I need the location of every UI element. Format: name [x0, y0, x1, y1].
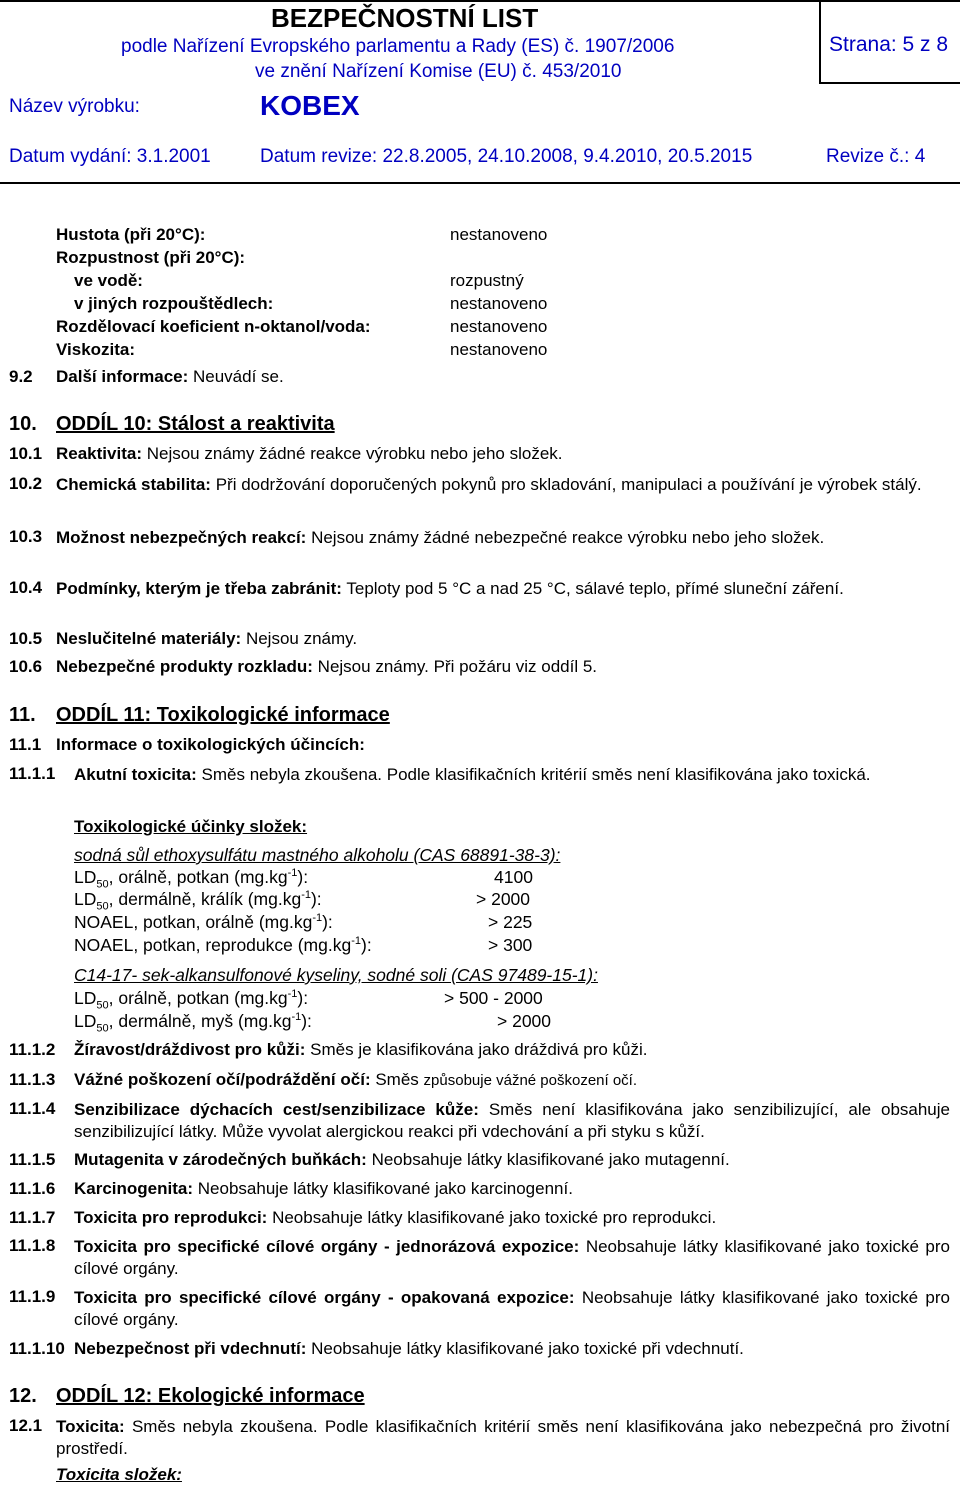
tox-superscript: -1 [351, 935, 361, 948]
tox-value: > 2000 [476, 889, 531, 909]
subsection-text: Směs je klasifikována jako dráždivá pro kůži. [310, 1040, 648, 1059]
tox-value: > 2000 [497, 1011, 552, 1031]
subsection-text: Nejsou známy žádné reakce výrobku nebo jeho složek. [146, 444, 563, 463]
tox-label-text: ): [361, 935, 372, 955]
subsection-11-1-4 [74, 1099, 950, 1143]
property-value: nestanoveno [450, 340, 548, 359]
tox-label-text: , orálně, potkan (mg.kg [108, 988, 288, 1008]
tox-label-text: LD [74, 988, 97, 1008]
tox-label-text: ): [310, 889, 322, 909]
subsection-text: Teploty pod 5 °C a nad 25 °C, sálavé teplo, přímé sluneční záření. [346, 579, 844, 598]
tox-value: > 225 [488, 912, 533, 932]
subsection-label: Možnost nebezpečných reakcí: [56, 528, 307, 547]
subsection-number: 11.1.6 [9, 1179, 56, 1198]
subsection-10-6 [56, 657, 597, 677]
subsection-number: 10.2 [9, 474, 43, 493]
subsection-text: Směs není klasifikována jako senzibilizující, ale obsahuje senzibilizující látky. Může vyvolat alergickou reakci při vdechování a při styku s kůží. [74, 1100, 950, 1141]
subsection-10-3 [56, 527, 950, 549]
tox-superscript: -1 [291, 1011, 302, 1024]
subsection-label: Nebezpečnost při vdechnutí: [74, 1339, 307, 1358]
subsection-text: Nejsou známy žádné nebezpečné reakce výrobku nebo jeho složek. [311, 528, 825, 547]
tox-label-text: ): [297, 867, 309, 887]
subsection-text: Neobsahuje látky klasifikované jako toxické pro cílové orgány. [74, 1237, 950, 1278]
subsection-11-1-10 [74, 1339, 744, 1359]
subsection-number: 11.1.3 [9, 1070, 56, 1089]
property-label: Hustota (při 20°C): [56, 225, 206, 244]
subsection-label: Reaktivita: [56, 444, 142, 463]
tox-superscript: -1 [312, 912, 323, 925]
property-value: nestanoveno [450, 317, 548, 336]
subsection-11-1-2 [74, 1040, 648, 1060]
tox-row-label [74, 935, 372, 956]
tox-value: > 300 [488, 935, 533, 955]
subsection-label: Neslučitelné materiály: [56, 629, 242, 648]
tox-label-text: ): [301, 1011, 312, 1031]
header-top-rule [0, 0, 960, 2]
subsection-number: 11.1.9 [9, 1287, 56, 1306]
subsection-text: Neuvádí se. [193, 367, 284, 386]
tox-subscript: 50 [96, 900, 109, 913]
tox-row-label [74, 912, 333, 933]
section-number: 10. [9, 413, 37, 435]
subsection-number: 11.1.7 [9, 1208, 56, 1227]
product-name: KOBEX [260, 90, 360, 121]
subsection-number: 11.1.2 [9, 1040, 56, 1059]
subsection-11-1-6 [74, 1179, 573, 1199]
product-label: Název výrobku: [9, 96, 140, 117]
property-label: Rozpustnost (při 20°C): [56, 248, 246, 267]
tox-label-text: NOAEL, potkan, orálně (mg.kg [74, 912, 313, 932]
subsection-label: Nebezpečné produkty rozkladu: [56, 657, 313, 676]
subsection-9-2 [56, 367, 284, 387]
page-number: Strana: 5 z 8 [829, 33, 949, 56]
subsection-number: 11.1.4 [9, 1099, 56, 1118]
tox-superscript: -1 [287, 988, 298, 1001]
subsection-11-1-9 [74, 1287, 950, 1331]
tox-row-label [74, 988, 308, 1012]
subsection-number: 10.6 [9, 657, 43, 676]
component-name: sodná sůl ethoxysulfátu mastného alkoholu (CAS 68891-38-3): [74, 845, 561, 865]
header-page-divider [819, 0, 821, 82]
subsection-number: 10.5 [9, 629, 43, 648]
revision-number: Revize č.: 4 [826, 146, 926, 167]
tox-label-text: , orálně, potkan (mg.kg [108, 867, 288, 887]
property-value: nestanoveno [450, 294, 548, 313]
subsection-number: 9.2 [9, 367, 33, 386]
property-label: v jiných rozpouštědlech: [74, 294, 274, 313]
issue-date: Datum vydání: 3.1.2001 [9, 146, 211, 167]
property-label: Viskozita: [56, 340, 136, 359]
property-label: ve vodě: [74, 271, 143, 290]
components-heading: Toxikologické účinky složek: [74, 817, 308, 836]
tox-label-text: NOAEL, potkan, reprodukce (mg.kg [74, 935, 352, 955]
tox-label-text: LD [74, 1011, 97, 1031]
subsection-label: Žíravost/dráždivost pro kůži: [74, 1040, 306, 1059]
tox-row-label [74, 867, 308, 891]
header-bottom-rule [0, 182, 960, 184]
subsection-text: Nejsou známy. [245, 629, 358, 648]
tox-value: > 500 - 2000 [444, 988, 543, 1008]
tox-subscript: 50 [96, 1022, 109, 1035]
subsection-text: Neobsahuje látky klasifikované jako karcinogenní. [197, 1179, 573, 1198]
subsection-11-1-3 [74, 1070, 637, 1090]
subsection-number: 10.3 [9, 527, 43, 546]
regulation-line-2: ve znění Nařízení Komise (EU) č. 453/2010 [255, 61, 622, 82]
subsection-text: Směs nebyla zkoušena. Podle klasifikačních kritérií směs není klasifikována jako nebezpečná pro životní prostředí. [56, 1417, 950, 1458]
subsection-number: 10.1 [9, 444, 43, 463]
subsection-10-1 [56, 444, 563, 464]
subsection-number: 12.1 [9, 1416, 43, 1435]
section-title: ODDÍL 11: Toxikologické informace [56, 704, 390, 726]
subsection-label: Další informace: [56, 367, 189, 386]
header-page-underline [819, 82, 960, 84]
subsection-label: Toxicita pro specifické cílové orgány - opakovaná expozice: [74, 1288, 575, 1307]
tox-label-text: LD [74, 867, 97, 887]
subsection-text: Směs nebyla zkoušena. Podle klasifikačních kritérií směs není klasifikována jako toxická. [201, 765, 871, 784]
document-title: BEZPEČNOSTNÍ LIST [271, 3, 539, 33]
revision-dates: Datum revize: 22.8.2005, 24.10.2008, 9.4.2010, 20.5.2015 [260, 146, 753, 167]
subsection-11-1-5 [74, 1150, 730, 1170]
subsection-label: Podmínky, kterým je třeba zabránit: [56, 579, 342, 598]
subsection-10-4 [56, 578, 950, 600]
subsection-12-1 [56, 1416, 950, 1460]
subsection-11-1-1 [74, 764, 950, 786]
subsection-text: Nejsou známy. Při požáru viz oddíl 5. [317, 657, 598, 676]
subsection-10-2 [56, 474, 950, 496]
subsection-11-1-7 [74, 1208, 716, 1228]
section-number: 12. [9, 1385, 37, 1407]
section-number: 11. [9, 704, 36, 726]
tox-subscript: 50 [96, 878, 109, 891]
subsection-text: způsobuje vážné poškození očí. [423, 1072, 638, 1089]
subsection-number: 11.1 [9, 735, 42, 754]
section-title: ODDÍL 12: Ekologické informace [56, 1385, 365, 1407]
property-value: nestanoveno [450, 225, 548, 244]
document-header [0, 0, 960, 185]
subsection-text: Směs [375, 1070, 419, 1089]
subsection-label: Vážné poškození očí/podráždění očí: [74, 1070, 371, 1089]
section-title: ODDÍL 10: Stálost a reaktivita [56, 413, 335, 435]
tox-label-text: ): [297, 988, 309, 1008]
subsection-text: Při dodržování doporučených pokynů pro skladování, manipulaci a používání je výrobek stálý. [215, 475, 922, 494]
tox-label-text: , dermálně, myš (mg.kg [108, 1011, 292, 1031]
subsection-label: Karcinogenita: [74, 1179, 194, 1198]
property-value: rozpustný [450, 271, 524, 290]
components-heading: Toxicita složek: [56, 1465, 182, 1484]
subsection-number: 11.1.1 [9, 764, 56, 783]
regulation-line-1: podle Nařízení Evropského parlamentu a Rady (ES) č. 1907/2006 [121, 36, 675, 57]
tox-superscript: -1 [301, 889, 311, 902]
subsection-text: Neobsahuje látky klasifikované jako toxické při vdechnutí. [311, 1339, 744, 1358]
subsection-label: Toxicita pro specifické cílové orgány - jednorázová expozice: [74, 1237, 580, 1256]
tox-row-label [74, 889, 322, 913]
subsection-number: 11.1.5 [9, 1150, 56, 1169]
tox-row-label [74, 1011, 312, 1035]
tox-label-text: , dermálně, králík (mg.kg [108, 889, 302, 909]
property-label: Rozdělovací koeficient n-oktanol/voda: [56, 317, 371, 336]
subsection-text: Neobsahuje látky klasifikované jako mutagenní. [371, 1150, 730, 1169]
component-name: C14-17- sek-alkansulfonové kyseliny, sodné soli (CAS 97489-15-1): [74, 965, 598, 985]
subsection-number: 10.4 [9, 578, 43, 597]
subsection-number: 11.1.10 [9, 1339, 65, 1358]
tox-value: 4100 [494, 867, 533, 887]
subsection-label: Toxicita: [56, 1417, 125, 1436]
subsection-label: Toxicita pro reprodukci: [74, 1208, 268, 1227]
tox-label-text: LD [74, 889, 97, 909]
tox-subscript: 50 [96, 999, 109, 1012]
subsection-11-1-8 [74, 1236, 950, 1280]
subsection-label: Mutagenita v zárodečných buňkách: [74, 1150, 367, 1169]
subsection-label: Senzibilizace dýchacích cest/senzibilizace kůže: [74, 1100, 479, 1119]
subsection-text: Neobsahuje látky klasifikované jako toxické pro cílové orgány. [74, 1288, 950, 1329]
tox-superscript: -1 [287, 867, 298, 880]
subsection-title: Informace o toxikologických účincích: [56, 735, 365, 754]
subsection-text: Neobsahuje látky klasifikované jako toxické pro reprodukci. [272, 1208, 717, 1227]
subsection-10-5 [56, 629, 357, 649]
subsection-label: Akutní toxicita: [74, 765, 197, 784]
subsection-number: 11.1.8 [9, 1236, 56, 1255]
tox-label-text: ): [322, 912, 333, 932]
subsection-label: Chemická stabilita: [56, 475, 211, 494]
